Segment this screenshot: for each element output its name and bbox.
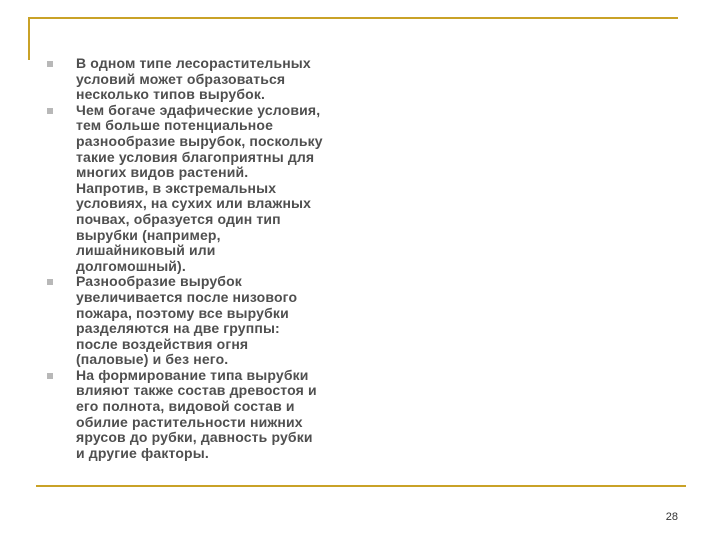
square-bullet-icon — [47, 279, 53, 285]
bullet-text-2: Чем богаче эдафические условия, тем больше потенциальное разнообразие вырубок, поскольку такие условия благоприятны для многих видов растений. Напротив, в экстремальных условиях, на сухих или влажных почвах, образуется один тип вырубки (например, лишайниковый или долгомошный). — [76, 101, 323, 274]
bullet-list — [44, 56, 364, 461]
bullet-item-2 — [44, 103, 364, 275]
bullet-text-4: На формирование типа вырубки влияют также состав древостоя и его полнота, видовой состав и обилие растительности нижних ярусов до рубки, давность рубки и другие факторы. — [76, 366, 317, 461]
left-rule — [28, 17, 30, 60]
bullet-text-1: В одном типе лесорастительных условий может образоваться несколько типов вырубок. — [76, 55, 311, 103]
top-rule — [28, 17, 678, 19]
square-bullet-icon — [47, 373, 53, 379]
square-bullet-icon — [47, 108, 53, 114]
page-number: 28 — [665, 511, 678, 523]
bullet-text-3: Разнообразие вырубок увеличивается после низового пожара, поэтому все вырубки разделяются на две группы: после воздействия огня (паловые) и без него. — [76, 273, 298, 368]
square-bullet-icon — [47, 61, 53, 67]
bottom-rule — [36, 485, 686, 487]
bullet-item-1 — [44, 56, 364, 103]
bullet-item-4 — [44, 368, 364, 462]
bullet-item-3 — [44, 274, 364, 368]
